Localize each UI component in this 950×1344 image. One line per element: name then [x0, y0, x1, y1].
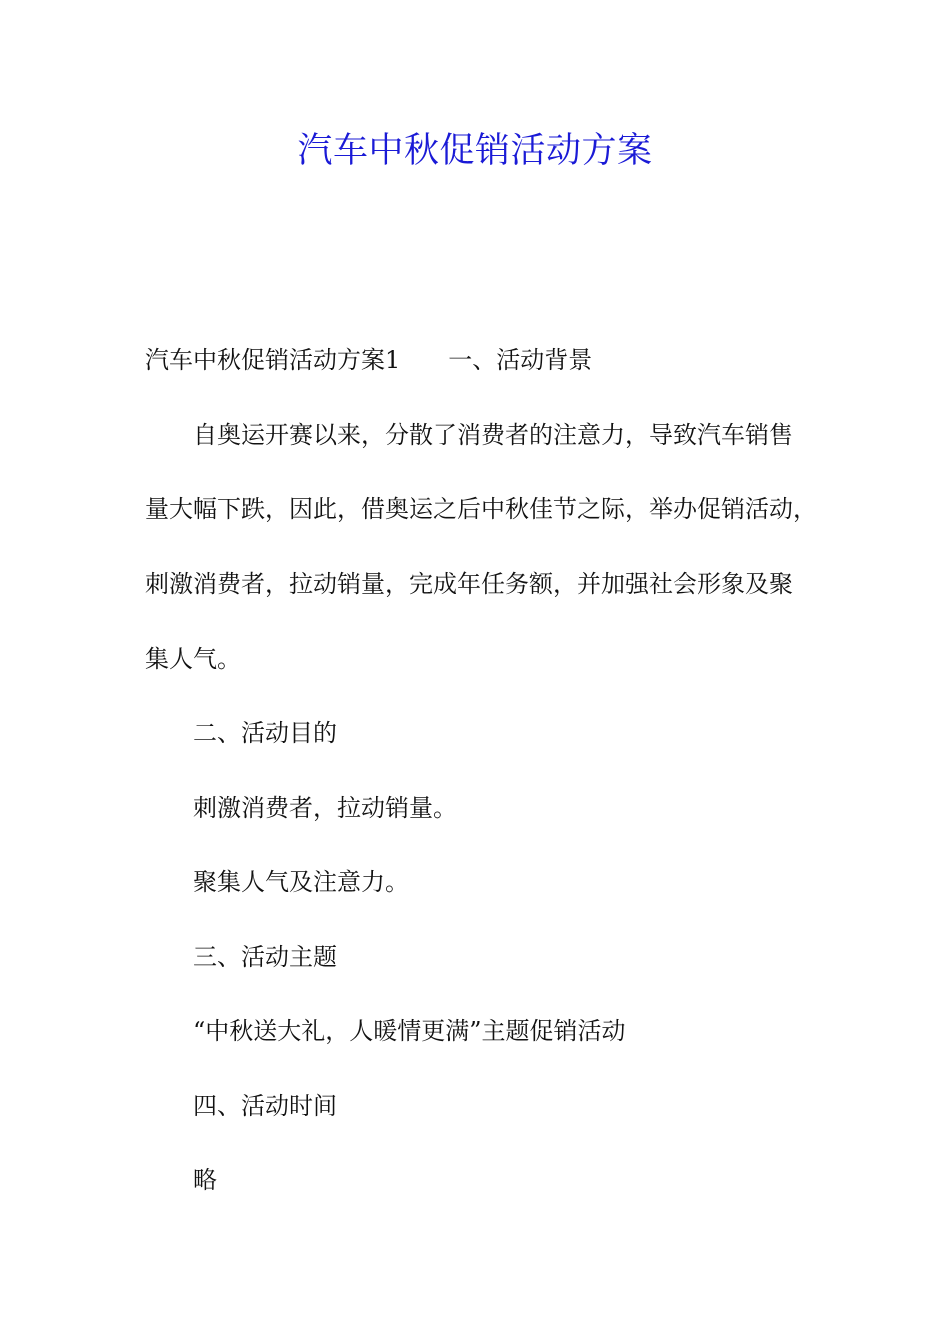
document-title: 汽车中秋促销活动方案	[297, 131, 653, 171]
paragraph-line: 自奥运开赛以来，分散了消费者的注意力，导致汽车销售	[193, 421, 793, 449]
section-heading-purpose: 二、活动目的	[193, 719, 337, 747]
paragraph-line: 量大幅下跌，因此，借奥运之后中秋佳节之际，举办促销活动，	[145, 495, 817, 523]
paragraph-line: 略	[193, 1166, 217, 1194]
paragraph-line: 聚集人气及注意力。	[193, 868, 409, 896]
paragraph-line: 刺激消费者，拉动销量，完成年任务额，并加强社会形象及聚	[145, 570, 793, 598]
section-heading-theme: 三、活动主题	[193, 943, 337, 971]
intro-line	[145, 343, 592, 377]
paragraph-line: 集人气。	[145, 645, 241, 673]
section-heading-background: 一、活动背景	[448, 346, 593, 374]
plan-subtitle: 汽车中秋促销活动方案1	[145, 346, 401, 374]
paragraph-line: “中秋送大礼，人暖情更满”主题促销活动	[193, 1017, 626, 1045]
section-heading-time: 四、活动时间	[193, 1092, 337, 1120]
paragraph-line: 刺激消费者，拉动销量。	[193, 794, 457, 822]
